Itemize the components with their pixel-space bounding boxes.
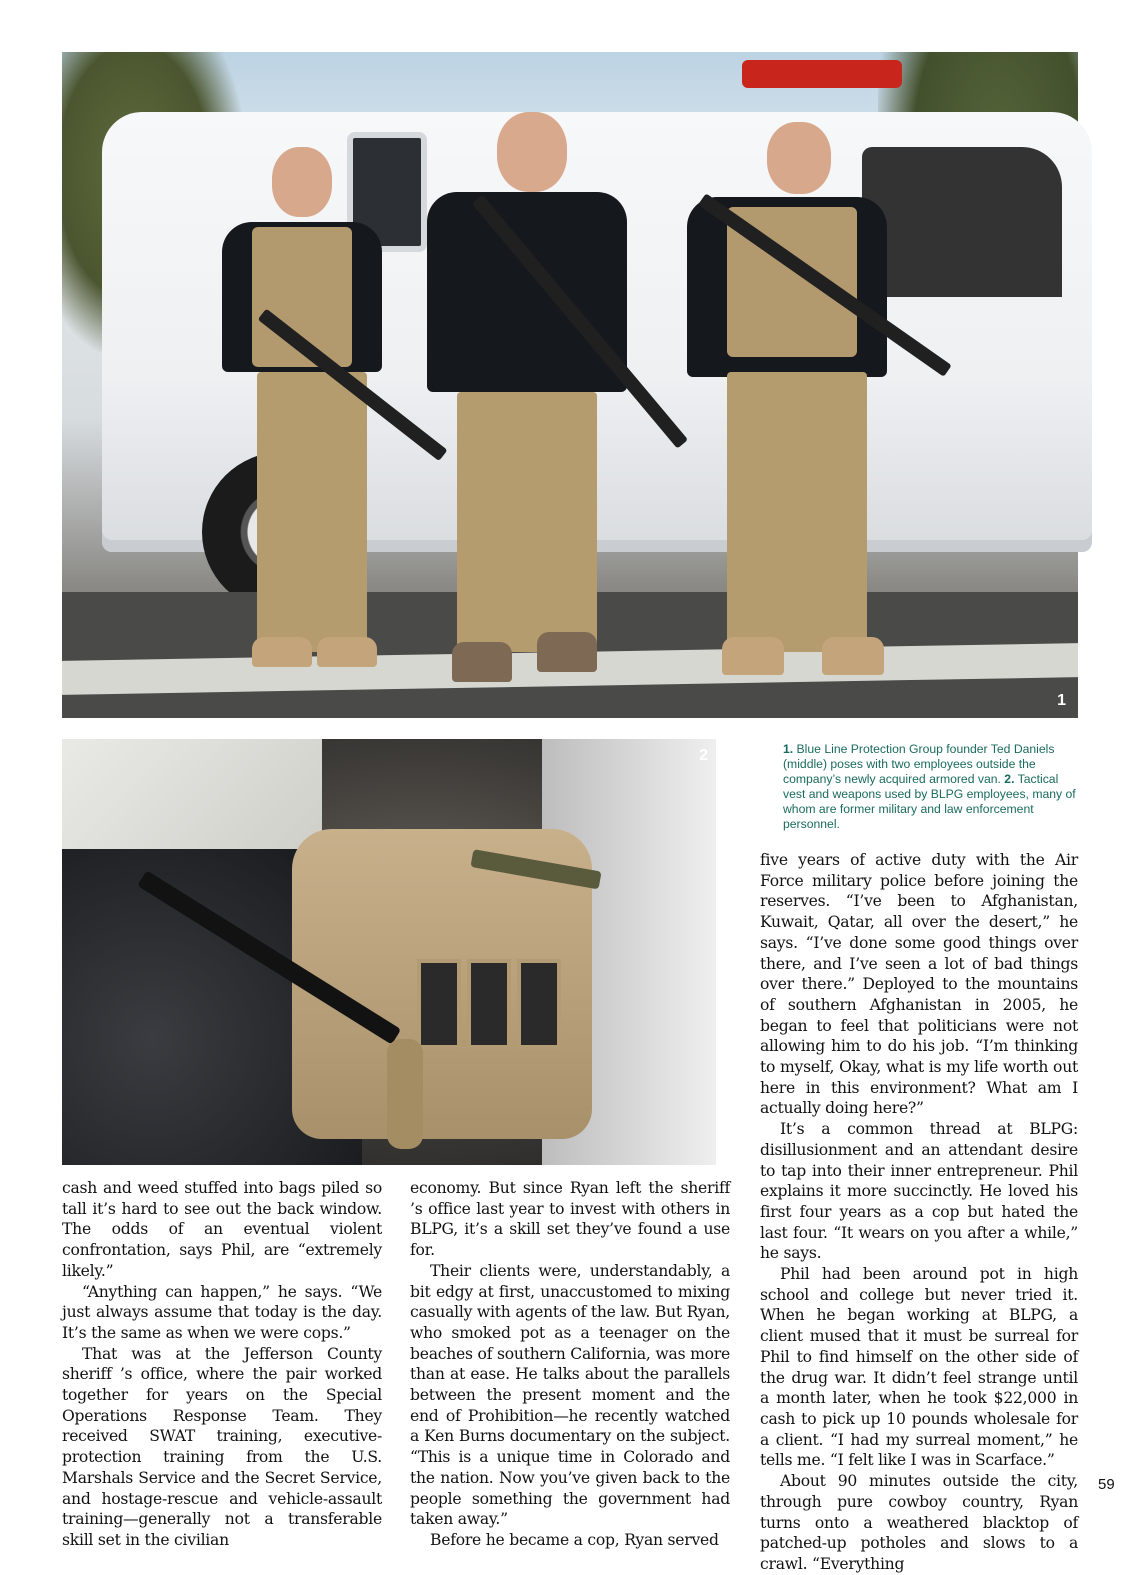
page-number: 59 <box>1098 1476 1115 1493</box>
photo-number-2: 2 <box>699 747 708 764</box>
paragraph: five years of active duty with the Air Force military police before joining the reserves. “I’ve been to Afghanistan, Kuwait, Qatar, all over the desert,” he says. “I’ve done some good things over there, and I’ve seen a lot of bad things over there.” Deployed to the mountains of southern Afghanistan in 2005, he began to feel that politicians were not allowing him to do his job. “I’m thinking to myself, Okay, what is my life worth out here in this environment? What am I actually doing here?” <box>760 851 1078 1118</box>
caption-number-1: 1. <box>783 742 794 756</box>
paragraph: cash and weed stuffed into bags piled so tall it’s hard to see out the back window. The odds of an eventual violent confrontation, says Phil, are “extremely likely.” <box>62 1179 382 1280</box>
guard-middle <box>417 112 637 692</box>
guard-left <box>202 147 402 677</box>
caption-text-2: Tactical vest and weapons used by BLPG employees, many of whom are former military and law enforcement personnel. <box>783 772 1076 831</box>
paragraph: It’s a common thread at BLPG: disillusionment and an attendant desire to tap into their inner entrepreneur. Phil explains it more succinctly. He loved his first four years as a cop but hated the last four. “It wears on you after a while,” he says. <box>760 1120 1078 1263</box>
caption-text-1: Blue Line Protection Group founder Ted Daniels (middle) poses with two employees outside the company’s newly acquired armored van. <box>783 742 1055 786</box>
photo-number-1: 1 <box>1057 692 1066 709</box>
suppressor <box>387 1039 423 1149</box>
photo-guards-van <box>62 52 1078 718</box>
text-column-3 <box>760 850 1078 1575</box>
photo-caption <box>783 742 1083 832</box>
paragraph: Phil had been around pot in high school and college but never tried it. When he began working at BLPG, a client mused that it must be surreal for Phil to find himself on the other side of the drug war. It didn’t feel strange until a month later, when he took $22,000 in cash to pick up 10 pounds wholesale for a client. “I had my surreal moment,” he tells me. “I felt like I was in Scarface.” <box>760 1265 1078 1470</box>
caption-number-2: 2. <box>1004 772 1015 786</box>
paragraph: economy. But since Ryan left the sheriff ’s office last year to invest with others in BLPG, it’s a skill set they’ve found a use for. <box>410 1179 730 1260</box>
guard-right <box>682 122 902 692</box>
paragraph: Their clients were, understandably, a bit edgy at first, unaccustomed to mixing casually with agents of the law. But Ryan, who smoked pot as a teenager on the beaches of southern California, was more than at ease. He talks about the parallels between the present moment and the end of Prohibition—he recently watched a Ken Burns documentary on the subject. “This is a unique time in Colorado and the nation. Now you’ve given back to the people something the government had taken away.” <box>410 1261 730 1529</box>
van-lights <box>742 60 902 88</box>
shipping-box <box>62 739 322 849</box>
magazine-pouch <box>467 959 511 1049</box>
paragraph: About 90 minutes outside the city, through pure cowboy country, Ryan turns onto a weathered blacktop of patched-up potholes and slows to a crawl. “Everything <box>760 1472 1078 1573</box>
text-column-2 <box>410 1178 730 1551</box>
magazine-pouch <box>417 959 461 1049</box>
paragraph: “Anything can happen,” he says. “We just always assume that today is the day. It’s the same as when we were cops.” <box>62 1282 382 1342</box>
magazine-pouch <box>517 959 561 1049</box>
photo-tactical-gear <box>62 739 716 1165</box>
text-column-1 <box>62 1178 382 1551</box>
paragraph: Before he became a cop, Ryan served <box>430 1530 719 1549</box>
paragraph: That was at the Jefferson County sheriff ’s office, where the pair worked together for years on the Special Operations Response Team. They received SWAT training, executive-protection training from the U.S. Marshals Service and the Secret Service, and hostage-rescue and vehicle-assault training—generally not a transferable skill set in the civilian <box>62 1344 382 1549</box>
